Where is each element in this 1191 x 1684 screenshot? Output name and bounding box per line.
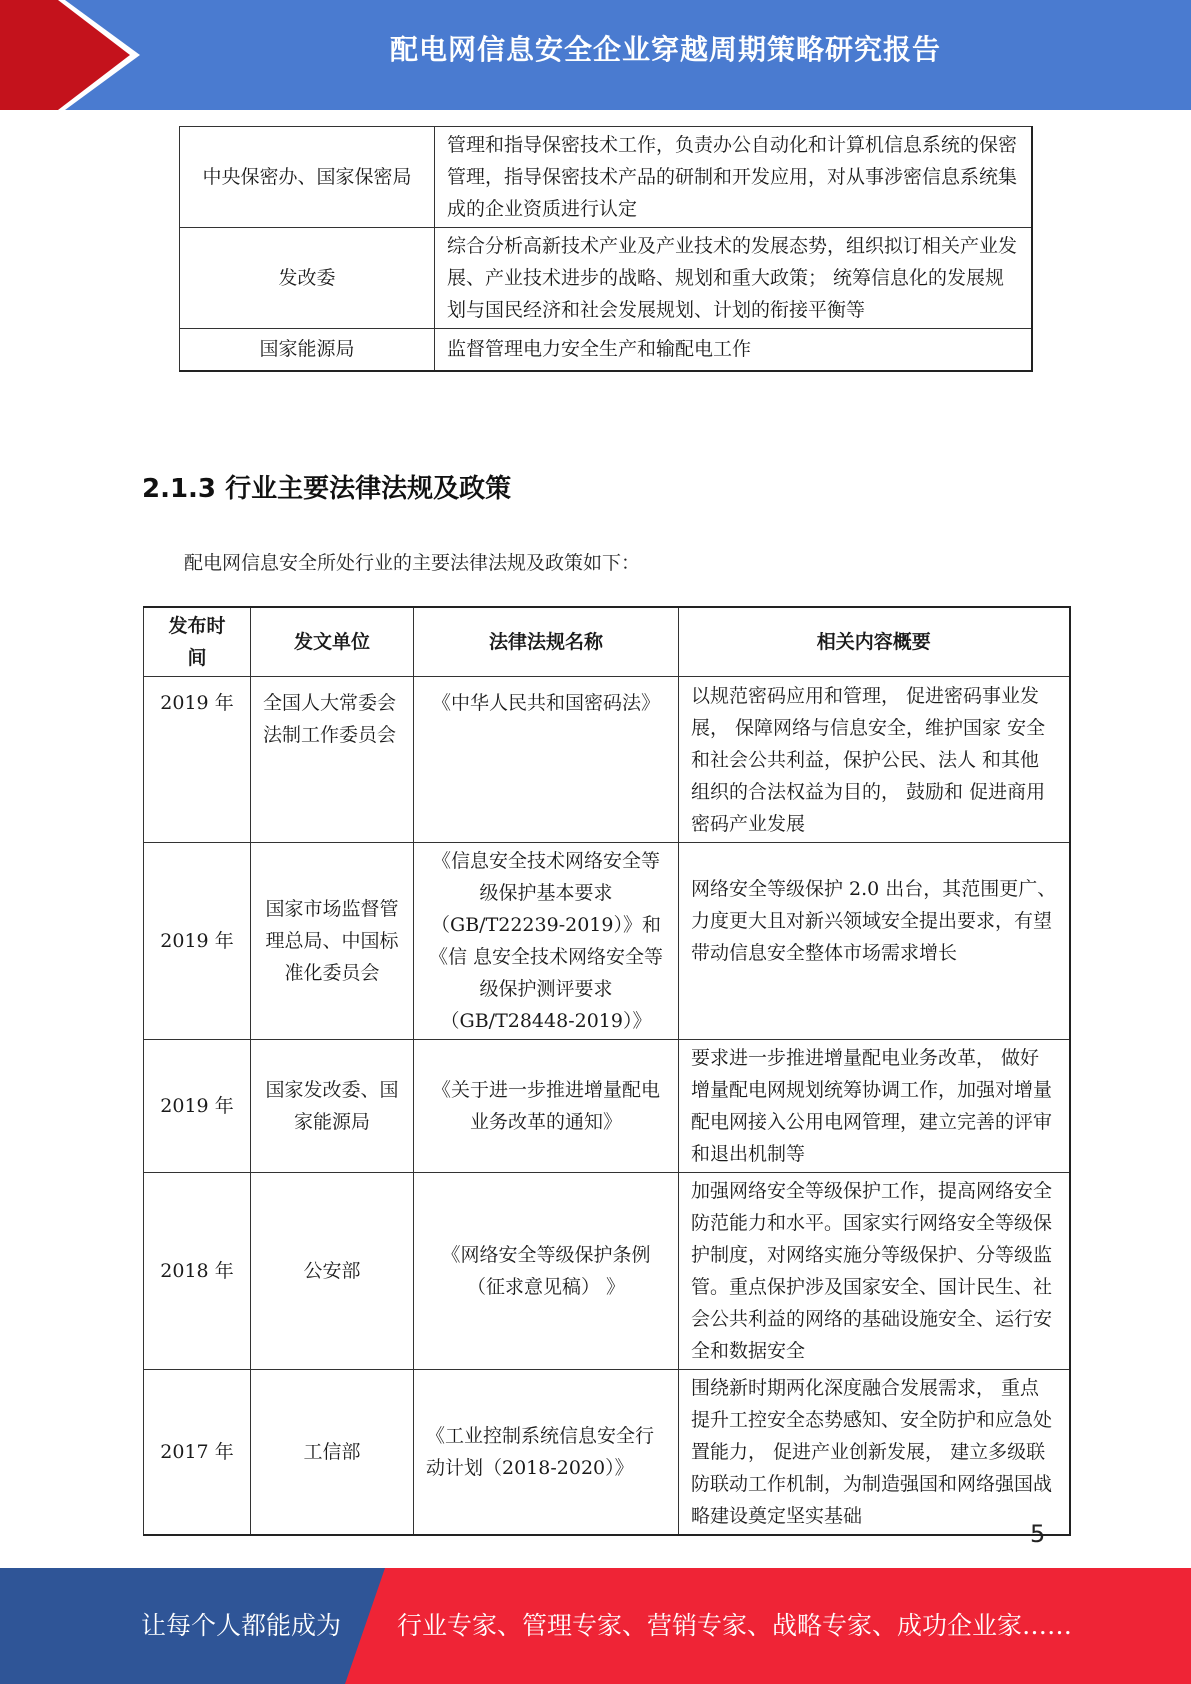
publish-time: 2018 年 [144,1173,251,1370]
regulation-name: 《网络安全等级保护条例（征求意见稿） 》 [414,1173,679,1370]
table-row [144,843,1070,1040]
column-header-unit: 发文单位 [251,607,414,677]
section-heading: 2.1.3 行业主要法律法规及政策 [142,474,512,504]
regulation-name: 《工业控制系统信息安全行动计划（2018-2020）》 [414,1370,679,1536]
table-row [180,329,1033,371]
table-row [180,127,1033,228]
agency-duty: 综合分析高新技术产业及产业技术的发展态势，组织拟订相关产业发展、产业技术进步的战略、规划和重大政策； 统筹信息化的发展规划与国民经济和社会发展规划、计划的衔接平衡等 [435,228,1033,329]
content-summary: 要求进一步推进增量配电业务改革， 做好增量配电网规划统筹协调工作，加强对增量配电网接入公用电网管理，建立完善的评审和退出机制等 [679,1040,1070,1173]
publish-time: 2019 年 [144,677,251,843]
table-row [144,677,1070,843]
content-summary: 以规范密码应用和管理， 促进密码事业发展， 保障网络与信息安全，维护国家 安全和社会公共利益，保护公民、法人 和其他组织的合法权益为目的， 鼓励和 促进商用密码产业发展 [679,677,1070,843]
header-chevron-decoration [0,0,150,110]
issuing-unit: 公安部 [251,1173,414,1370]
agency-name: 国家能源局 [180,329,435,371]
content-summary: 网络安全等级保护 2.0 出台，其范围更广、力度更大且对新兴领域安全提出要求，有望带动信息安全整体市场需求增长 [679,843,1070,1040]
regulation-name: 《中华人民共和国密码法》 [414,677,679,843]
footer-slogan-right: 行业专家、管理专家、营销专家、战略专家、成功企业家…… [397,1611,1073,1640]
table-row [144,1173,1070,1370]
issuing-unit: 国家发改委、国家能源局 [251,1040,414,1173]
issuing-unit: 全国人大常委会法制工作委员会 [251,677,414,843]
agency-name: 发改委 [180,228,435,329]
issuing-unit: 国家市场监督管理总局、中国标准化委员会 [251,843,414,1040]
column-header-summary: 相关内容概要 [679,607,1070,677]
page-header [0,0,1191,110]
agency-duty: 管理和指导保密技术工作，负责办公自动化和计算机信息系统的保密管理，指导保密技术产品的研制和开发应用，对从事涉密信息系统集成的企业资质进行认定 [435,127,1033,228]
column-header-name: 法律法规名称 [414,607,679,677]
table-header-row [144,607,1070,677]
report-title: 配电网信息安全企业穿越周期策略研究报告 [389,33,941,66]
column-header-time: 发布时间 [144,607,251,677]
publish-time: 2017 年 [144,1370,251,1536]
agency-table [179,126,1033,372]
regulation-name: 《信息安全技术网络安全等级保护基本要求（GB/T22239-2019）》和《信 息安全技术网络安全等级保护测评要求（GB/T28448-2019）》 [414,843,679,1040]
table-row [144,1040,1070,1173]
issuing-unit: 工信部 [251,1370,414,1536]
page-footer [0,1568,1191,1684]
regulation-name: 《关于进一步推进增量配电业务改革的通知》 [414,1040,679,1173]
section-intro: 配电网信息安全所处行业的主要法律法规及政策如下： [184,552,641,574]
footer-slogan-left: 让每个人都能成为 [141,1611,342,1640]
agency-duty: 监督管理电力安全生产和输配电工作 [435,329,1033,371]
page-number: 5 [1030,1520,1046,1548]
publish-time: 2019 年 [144,1040,251,1173]
table-row [144,1370,1070,1536]
content-summary: 加强网络安全等级保护工作，提高网络安全防范能力和水平。国家实行网络安全等级保护制度，对网络实施分等级保护、分等级监管。重点保护涉及国家安全、国计民生、社会公共利益的网络的基础设施安全、运行安全和数据安全 [679,1173,1070,1370]
agency-name: 中央保密办、国家保密局 [180,127,435,228]
content-summary: 围绕新时期两化深度融合发展需求， 重点提升工控安全态势感知、安全防护和应急处置能力， 促进产业创新发展， 建立多级联防联动工作机制，为制造强国和网络强国战略建设奠定坚实基础 [679,1370,1070,1536]
publish-time: 2019 年 [144,843,251,1040]
regulations-table [143,606,1071,1536]
table-row [180,228,1033,329]
